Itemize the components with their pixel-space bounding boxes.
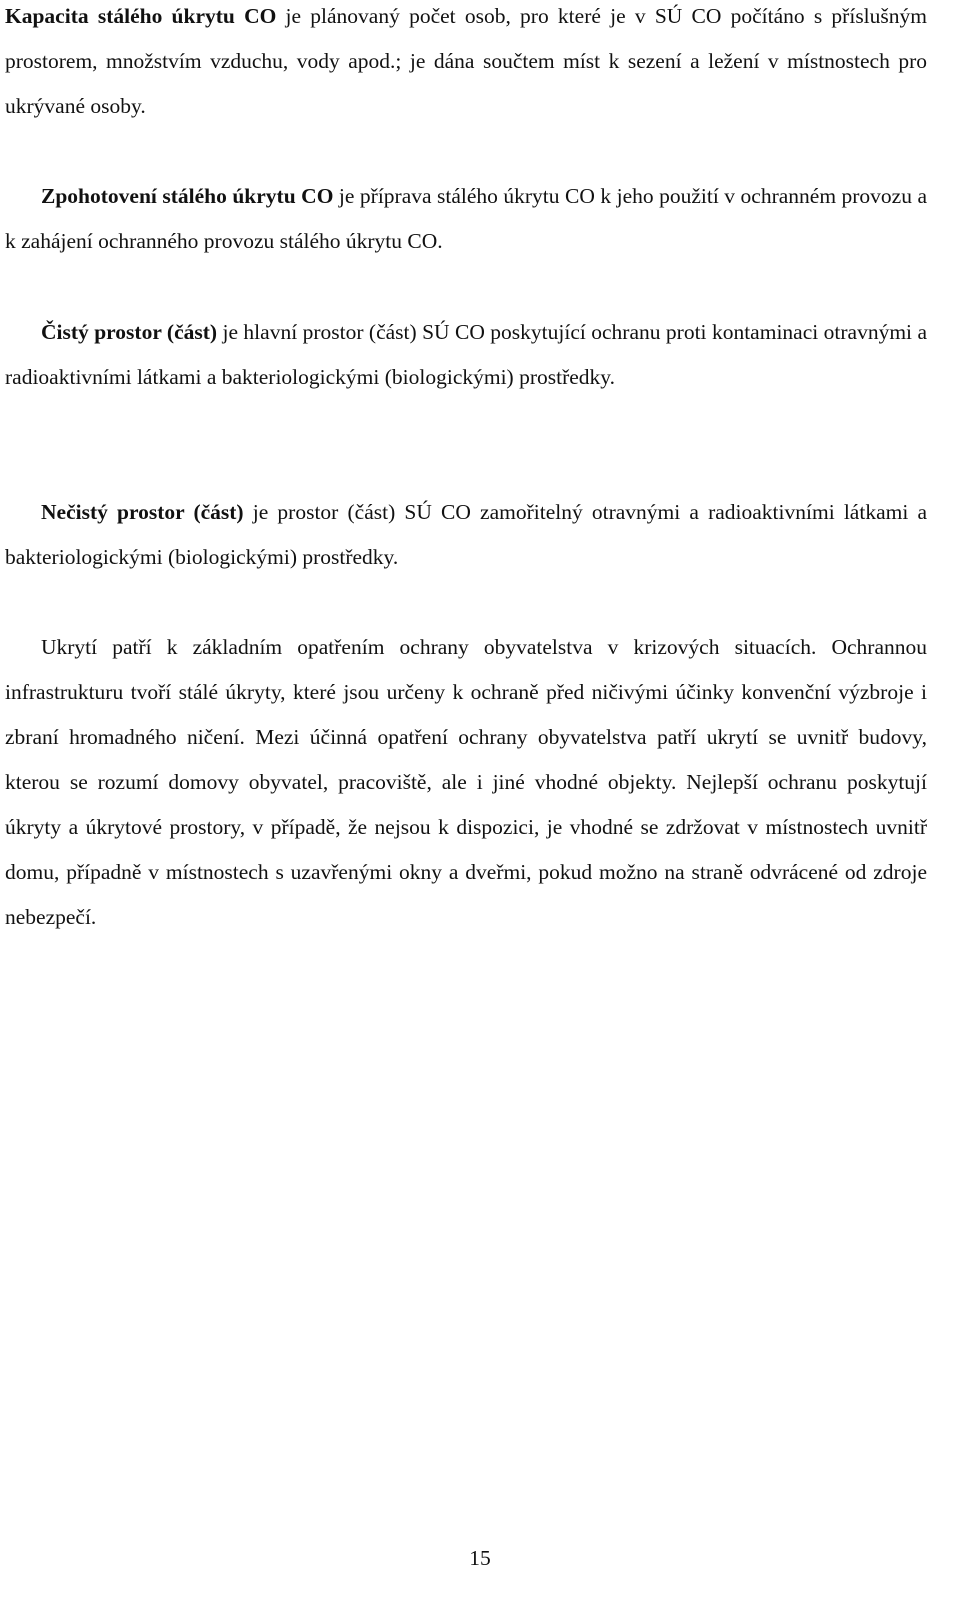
definition-zpohotoveni: je příprava stálého úkrytu CO k jeho použití v ochranném provozu a k zahájení ochranného provozu stálého úkrytu CO. — [5, 184, 928, 253]
term-necisty-prostor: Nečistý prostor (část) — [41, 500, 244, 524]
term-kapacita: Kapacita stálého úkrytu CO — [5, 4, 277, 28]
page-number: 15 — [469, 1546, 491, 1570]
term-zpohotoveni: Zpohotovení stálého úkrytu CO — [41, 184, 334, 208]
paragraph-zpohotoveni — [5, 174, 927, 264]
paragraph-ukryti — [5, 625, 927, 940]
definition-necisty-prostor: je prostor (část) SÚ CO zamořitelný otravnými a radioaktivními látkami a bakteriologickými (biologickými) prostředky. — [5, 500, 928, 569]
paragraph-kapacita — [5, 0, 927, 129]
definition-cisty-prostor: je hlavní prostor (část) SÚ CO poskytující ochranu proti kontaminaci otravnými a radioaktivními látkami a bakteriologickými (biologickými) prostředky. — [5, 320, 927, 389]
term-cisty-prostor: Čistý prostor (část) — [41, 320, 218, 344]
paragraph-cisty-prostor — [5, 310, 927, 400]
paragraph-necisty-prostor — [5, 490, 927, 580]
definition-kapacita: je plánovaný počet osob, pro které je v SÚ CO počítáno s příslušným prostorem, množstvím vzduchu, vody apod.; je dána součtem míst k sezení a ležení v místnostech pro ukrývané osoby. — [5, 4, 927, 118]
body-text-ukryti: Ukrytí patří k základním opatřením ochrany obyvatelstva v krizových situacích. Ochrannou infrastrukturu tvoří stálé úkryty, které jsou určeny k ochraně před ničivými účinky konvenční výzbroje i zbraní hromadného ničení. Mezi účinná opatření ochrany obyvatelstva patří ukrytí se uvnitř budovy, kterou se rozumí domovy obyvatel, pracoviště, ale i jiné vhodné objekty. Nejlepší ochranu poskytují úkryty a úkrytové prostory, v případě, že nejsou k dispozici, je vhodné se zdržovat v místnostech uvnitř domu, případně v místnostech s uzavřenými okny a dveřmi, pokud možno na straně odvrácené od zdroje nebezpečí. — [5, 635, 927, 929]
